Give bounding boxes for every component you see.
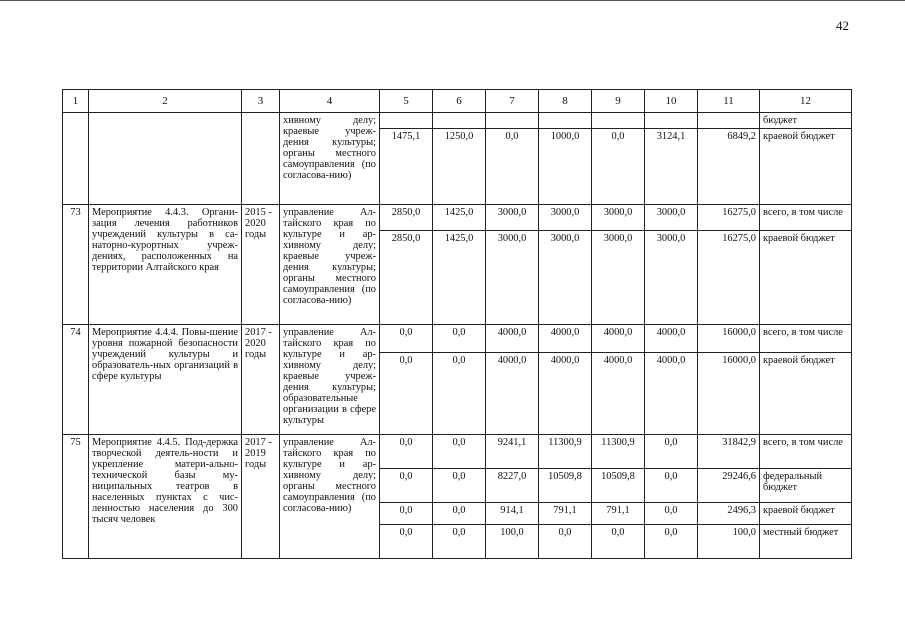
value-cell: 10509,8 — [539, 469, 592, 503]
column-header: 2 — [89, 90, 242, 113]
value-cell: 0,0 — [645, 435, 698, 469]
item-years-cell: 2017 - 2020 годы — [242, 325, 280, 435]
value-cell: 4000,0 — [645, 325, 698, 353]
column-header: 7 — [486, 90, 539, 113]
item-years-cell: 2017 - 2019 годы — [242, 435, 280, 559]
funding-source-cell: краевой бюджет — [760, 129, 852, 205]
funding-source-cell: краевой бюджет — [760, 353, 852, 435]
value-cell: 11300,9 — [539, 435, 592, 469]
item-name-cell: Мероприятие 4.4.5. Под-держка творческой деятель-ности и укрепление матери-ально-технической базы му-ниципальных театров в населенных пунктах с чис-ленностью населения до 300 тысяч человек — [89, 435, 242, 559]
item-executor-cell: управление Ал-тайского края по культуре и ар-хивному делу; краевые учреж-дения культуры; органы местного самоуправления (по согласова-нию) — [280, 205, 380, 325]
value-cell: 3124,1 — [645, 129, 698, 205]
column-header: 12 — [760, 90, 852, 113]
header-row — [63, 90, 852, 113]
value-cell: 16000,0 — [698, 353, 760, 435]
value-cell: 3000,0 — [539, 205, 592, 231]
value-cell: 0,0 — [645, 469, 698, 503]
value-cell: 16275,0 — [698, 231, 760, 325]
value-cell: 3000,0 — [592, 205, 645, 231]
item-executor-cell: управление Ал-тайского края по культуре и ар-хивному делу; краевые учреж-дения культуры; образовательные организации в сфере культуры — [280, 325, 380, 435]
value-cell: 4000,0 — [486, 353, 539, 435]
column-header: 11 — [698, 90, 760, 113]
item-years-cell — [242, 113, 280, 205]
funding-source-cell: местный бюджет — [760, 525, 852, 559]
item-number-cell: 75 — [63, 435, 89, 559]
item-years-cell: 2015 - 2020 годы — [242, 205, 280, 325]
value-cell: 100,0 — [486, 525, 539, 559]
value-cell: 0,0 — [645, 503, 698, 525]
column-header: 6 — [433, 90, 486, 113]
value-cell: 0,0 — [433, 435, 486, 469]
column-header: 4 — [280, 90, 380, 113]
funding-source-cell: всего, в том числе — [760, 205, 852, 231]
value-cell: 16000,0 — [698, 325, 760, 353]
value-cell: 100,0 — [698, 525, 760, 559]
funding-source-cell: всего, в том числе — [760, 325, 852, 353]
item-name-cell: Мероприятие 4.4.3. Органи-зация лечения работников учреждений культуры в са-наторно-курортных учреж-дениях, расположенных на территории Алтайского края — [89, 205, 242, 325]
item-executor-cell: управление Ал-тайского края по культуре и ар-хивному делу; органы местного самоуправления (по согласова-нию) — [280, 435, 380, 559]
value-cell: 0,0 — [433, 353, 486, 435]
value-cell: 0,0 — [380, 353, 433, 435]
value-cell: 8227,0 — [486, 469, 539, 503]
table-row — [63, 205, 852, 231]
value-cell: 0,0 — [380, 503, 433, 525]
value-cell: 3000,0 — [592, 231, 645, 325]
value-cell: 791,1 — [539, 503, 592, 525]
value-cell: 0,0 — [433, 525, 486, 559]
column-header: 5 — [380, 90, 433, 113]
value-cell: 0,0 — [592, 525, 645, 559]
column-header: 8 — [539, 90, 592, 113]
value-cell: 0,0 — [433, 469, 486, 503]
column-header: 10 — [645, 90, 698, 113]
value-cell: 1425,0 — [433, 205, 486, 231]
funding-source-cell: бюджет — [760, 113, 852, 129]
value-cell: 1250,0 — [433, 129, 486, 205]
value-cell: 4000,0 — [539, 325, 592, 353]
value-cell: 3000,0 — [539, 231, 592, 325]
column-header: 3 — [242, 90, 280, 113]
value-cell: 1425,0 — [433, 231, 486, 325]
item-name-cell: Мероприятие 4.4.4. Повы-шение уровня пожарной безопасности учреждений культуры и образователь-ных организаций в сфере культуры — [89, 325, 242, 435]
column-header: 1 — [63, 90, 89, 113]
program-table — [62, 89, 852, 559]
value-cell: 11300,9 — [592, 435, 645, 469]
value-cell: 16275,0 — [698, 205, 760, 231]
item-name-cell — [89, 113, 242, 205]
value-cell: 4000,0 — [539, 353, 592, 435]
table-row — [63, 113, 852, 129]
value-cell: 0,0 — [592, 129, 645, 205]
value-cell: 1475,1 — [380, 129, 433, 205]
value-cell: 10509,8 — [592, 469, 645, 503]
value-cell: 4000,0 — [486, 325, 539, 353]
value-cell: 1000,0 — [539, 129, 592, 205]
value-cell: 3000,0 — [645, 205, 698, 231]
funding-source-cell: краевой бюджет — [760, 503, 852, 525]
value-cell: 0,0 — [380, 469, 433, 503]
value-cell: 3000,0 — [645, 231, 698, 325]
funding-source-cell: федеральный бюджет — [760, 469, 852, 503]
value-cell: 0,0 — [380, 525, 433, 559]
column-header: 9 — [592, 90, 645, 113]
item-executor-cell: хивному делу; краевые учреж-дения культуры; органы местного самоуправления (по согласова-нию) — [280, 113, 380, 205]
value-cell: 2496,3 — [698, 503, 760, 525]
value-cell: 0,0 — [539, 525, 592, 559]
value-cell: 0,0 — [380, 325, 433, 353]
funding-source-cell: краевой бюджет — [760, 231, 852, 325]
page-number: 42 — [836, 18, 849, 33]
value-cell: 791,1 — [592, 503, 645, 525]
value-cell: 4000,0 — [592, 325, 645, 353]
value-cell: 2850,0 — [380, 231, 433, 325]
value-cell: 0,0 — [433, 503, 486, 525]
value-cell: 2850,0 — [380, 205, 433, 231]
item-number-cell — [63, 113, 89, 205]
funding-source-cell: всего, в том числе — [760, 435, 852, 469]
value-cell: 0,0 — [433, 325, 486, 353]
item-number-cell: 74 — [63, 325, 89, 435]
value-cell: 0,0 — [380, 435, 433, 469]
table-row — [63, 435, 852, 469]
table-row — [63, 325, 852, 353]
value-cell: 914,1 — [486, 503, 539, 525]
value-cell: 31842,9 — [698, 435, 760, 469]
value-cell: 0,0 — [486, 129, 539, 205]
item-number-cell: 73 — [63, 205, 89, 325]
value-cell: 3000,0 — [486, 205, 539, 231]
value-cell: 9241,1 — [486, 435, 539, 469]
value-cell: 4000,0 — [645, 353, 698, 435]
value-cell: 3000,0 — [486, 231, 539, 325]
value-cell: 0,0 — [645, 525, 698, 559]
top-border-line — [0, 0, 905, 1]
value-cell: 6849,2 — [698, 129, 760, 205]
value-cell: 4000,0 — [592, 353, 645, 435]
value-cell: 29246,6 — [698, 469, 760, 503]
